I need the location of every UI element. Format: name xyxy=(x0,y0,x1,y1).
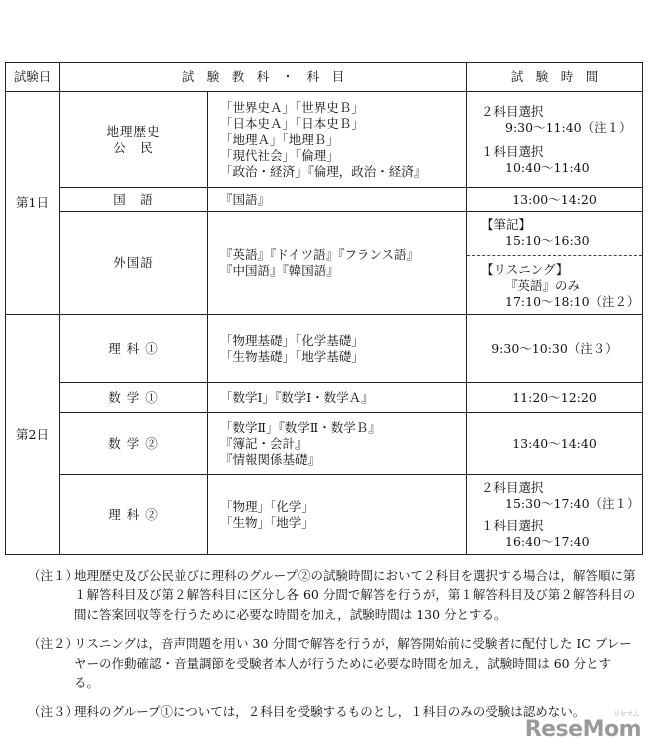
day-1-label: 第1日 xyxy=(6,92,60,315)
item: 『英語』『ドイツ語』『フランス語』 xyxy=(220,247,420,262)
note-label: （注１） xyxy=(28,568,79,583)
item: 「生物基礎」「地学基礎」 xyxy=(220,348,364,364)
items-rika1 xyxy=(208,315,467,383)
listening-block xyxy=(467,256,642,314)
time-sugaku2: 13:40～14:40 xyxy=(467,413,643,475)
time-label: １科目選択 xyxy=(481,517,544,533)
hikki-block xyxy=(467,213,642,256)
header-subjects: 試 験 教 科 ・ 科 目 xyxy=(60,63,467,92)
time-value: 15:30～17:40（注１） xyxy=(505,495,640,511)
item: 「政治・経済」『倫理，政治・経済』 xyxy=(220,163,427,179)
item: 「世界史Ａ」「世界史Ｂ」 xyxy=(220,99,364,115)
time-gaikokugo xyxy=(467,212,643,315)
item: 「物理」「化学」 xyxy=(220,498,314,514)
note-label: （注２） xyxy=(28,636,79,652)
subject-kokugo: 国 語 xyxy=(60,188,208,212)
row-kokugo xyxy=(6,188,643,212)
item: 「現代社会」「倫理」 xyxy=(220,147,339,163)
row-sugaku1 xyxy=(6,383,643,413)
time-chireki xyxy=(467,92,643,188)
item: 「数学Ⅱ」『数学Ⅱ・数学Ｂ』 xyxy=(220,419,381,435)
resemom-logo xyxy=(524,710,641,742)
time-rika1: 9:30～10:30（注３） xyxy=(467,315,643,383)
time-label: ２科目選択 xyxy=(481,103,544,119)
time-label: １科目選択 xyxy=(481,143,544,159)
header-row xyxy=(6,63,643,92)
note-1 xyxy=(28,566,636,624)
logo-text: ReseMom xyxy=(524,717,641,742)
items-chireki xyxy=(208,92,467,188)
subject-rika1: 理 科 ① xyxy=(60,315,208,383)
items-rika2 xyxy=(208,475,467,555)
item: 「地理Ａ」「地理Ｂ」 xyxy=(220,131,339,147)
item: 『中国語』『韓国語』 xyxy=(220,263,339,278)
listening-label: 【リスニング】 xyxy=(481,261,569,277)
time-value: 10:40～11:40 xyxy=(505,159,590,175)
subject-sugaku2: 数 学 ② xyxy=(60,413,208,475)
note-text: リスニングは，音声問題を用い 30 分間で解答を行うが，解答開始前に受験者に配付した IC プレーヤーの作動確認・音量調節を受験者本人が行うために必要な時間を加え，試験時間は 60 分とする。 xyxy=(74,636,632,690)
item: 「生物」「地学」 xyxy=(220,514,314,530)
items-sugaku2 xyxy=(208,413,467,475)
time-rika2 xyxy=(467,475,643,555)
item: 『情報関係基礎』 xyxy=(220,451,321,467)
listening-time: 17:10～18:10（注２） xyxy=(505,293,640,309)
header-time: 試 験 時 間 xyxy=(467,63,643,92)
row-rika1 xyxy=(6,315,643,383)
header-day: 試験日 xyxy=(6,63,60,92)
note-text: 理科のグループ①については，２科目を受験するものとし，１科目のみの受験は認めない。 xyxy=(74,704,586,720)
item: 「日本史Ａ」「日本史Ｂ」 xyxy=(220,115,364,131)
items-sugaku1 xyxy=(208,383,467,413)
notes-section xyxy=(28,566,636,732)
row-rika2 xyxy=(6,475,643,555)
row-chireki xyxy=(6,92,643,188)
note-label: （注３） xyxy=(28,704,79,720)
item: 『簿記・会計』 xyxy=(220,435,308,451)
time-kokugo: 13:00～14:20 xyxy=(467,188,643,212)
day-2-label: 第2日 xyxy=(6,315,60,555)
item: 「数学Ⅰ」『数学Ⅰ・数学Ａ』 xyxy=(220,389,374,405)
row-gaikokugo xyxy=(6,212,643,315)
logo-kana: リセマム xyxy=(613,710,639,718)
time-label: ２科目選択 xyxy=(481,479,544,495)
time-value: 16:40～17:40 xyxy=(505,533,590,549)
note-2 xyxy=(28,634,636,692)
subject-sugaku1: 数 学 ① xyxy=(60,383,208,413)
items-gaikokugo xyxy=(208,212,467,315)
row-sugaku2 xyxy=(6,413,643,475)
time-sugaku1: 11:20～12:20 xyxy=(467,383,643,413)
hikki-time: 15:10～16:30 xyxy=(505,232,590,248)
time-value: 9:30～11:40（注１） xyxy=(505,119,632,135)
subject-rika2: 理 科 ② xyxy=(60,475,208,555)
note-text: 地理歴史及び公民並びに理科のグループ②の試験時間において２科目を選択する場合は，解答順に第１解答科目及び第２解答科目に区分し各 60 分間で解答を行うが，第１解答科目及び第２解答科目の間に答案回収等を行うために必要な時間を加え，試験時間は 130 分とする。 xyxy=(74,568,636,622)
exam-schedule-table xyxy=(5,62,643,555)
items-kokugo xyxy=(208,188,467,212)
hikki-label: 【筆記】 xyxy=(481,216,532,232)
listening-sub: 『英語』のみ xyxy=(505,277,581,293)
item: 「物理基礎」「化学基礎」 xyxy=(220,332,364,348)
subject-gaikokugo: 外国語 xyxy=(60,212,208,315)
item: 『国語』 xyxy=(220,191,271,207)
subject-chireki: 地理歴史 公 民 xyxy=(60,92,208,188)
